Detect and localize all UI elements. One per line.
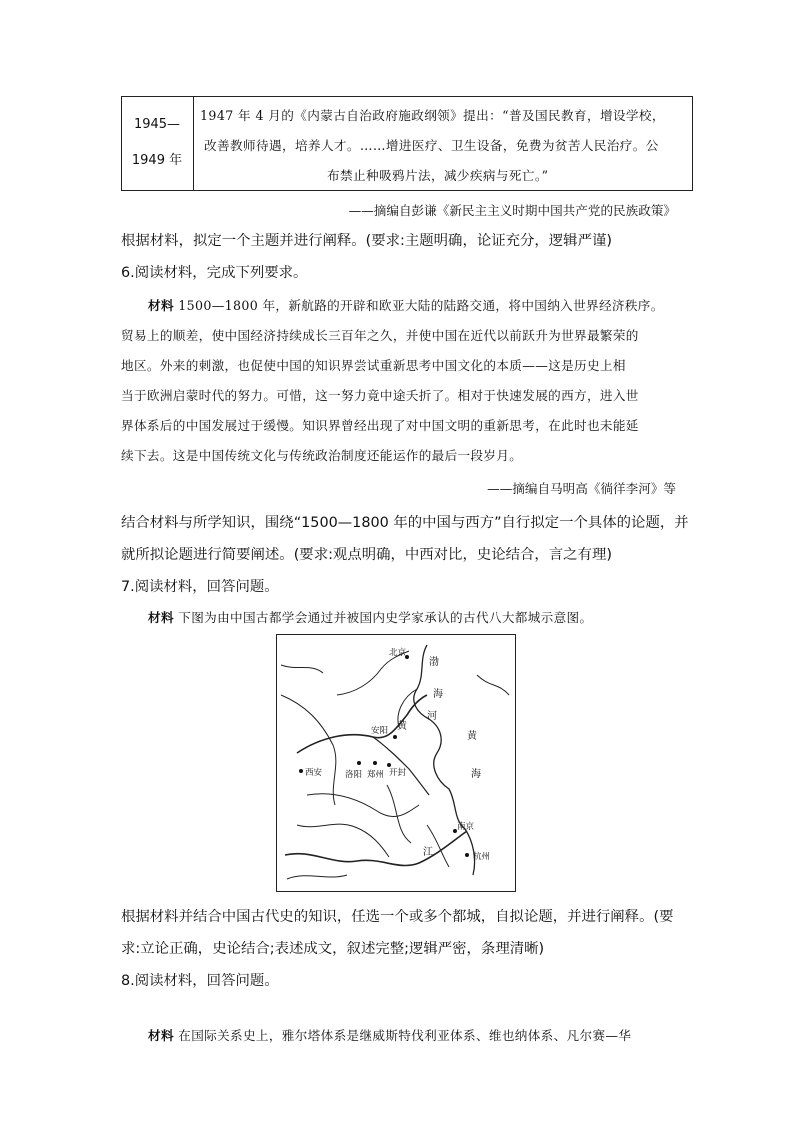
map-label-beijing: 北京 [389,648,407,658]
q6-material-line-1 [148,295,664,314]
task-5-prompt: 根据材料，拟定一个主题并进行阐释。(要求:主题明确，论证充分，逻辑严谨) [121,233,612,249]
q8-material-text: 在国际关系史上，雅尔塔体系是继威斯特伐利亚体系、维也纳体系、凡尔赛—华 [173,1028,632,1043]
table-content-line-1: 1947 年 4 月的《内蒙古自治政府施政纲领》提出：“普及国民教育，增设学校， [200,108,665,123]
map-label-kaifeng: 开封 [389,768,407,778]
map-label-anyang: 安阳 [371,726,389,736]
map-label-zhengzhou: 郑州 [367,770,385,780]
period-cell [122,97,194,190]
q6-material-line-4: 当于欧洲启蒙时代的努力。可惜，这一努力竟中途夭折了。相对于快速发展的西方，进入世 [121,388,639,403]
q6-task-line-2: 就所拟论题进行简要阐述。(要求:观点明确，中西对比，史论结合，言之有理) [121,547,612,563]
q6-material-line-5: 界体系后的中国发展过于缓慢。知识界曾经出现了对中国文明的重新思考，在此时也未能延 [121,418,639,433]
map-label-luoyang: 洛阳 [345,770,363,780]
map-label-he: 河 [427,711,437,722]
table-content-line-3: 布禁止种吸鸦片法，减少疾病与死亡。” [327,168,549,183]
map-drawing [277,635,514,890]
map-label-huanghai-2: 海 [471,769,481,780]
map-label-xian: 西安 [305,768,323,778]
q6-material-line-3: 地区。外来的刺激，也促使中国的知识界尝试重新思考中国文化的本质——这是历史上相 [121,358,626,373]
period-line-1: 1945— [133,117,181,132]
ancient-capitals-map [276,634,516,892]
q7-material-text: 下图为由中国古都学会通过并被国内史学家承认的古代八大都城示意图。 [173,610,593,625]
source-citation-1: ——摘编自彭谦《新民主主义时期中国共产党的民族政策》 [348,203,676,218]
q7-heading: 7.阅读材料，回答问题。 [121,579,279,595]
map-label-huang: 黄 [397,721,407,732]
material-label: 材料 [148,1028,174,1043]
q7-material-line [148,607,592,626]
map-label-bohai: 渤 [429,657,439,668]
map-label-nanjing: 南京 [457,822,475,832]
q6-task-line-1: 结合材料与所学知识，围绕“1500—1800 年的中国与西方”自行拟定一个具体的论题，并 [121,515,689,531]
q8-material-line [148,1025,631,1044]
map-label-huanghai: 黄 [467,731,477,742]
q6-material-line-6: 续下去。这是中国传统文化与传统政治制度还能运作的最后一段岁月。 [121,448,523,463]
material-label: 材料 [148,298,174,313]
q8-heading: 8.阅读材料，回答问题。 [121,973,279,989]
q7-task-line-1: 根据材料并结合中国古代史的知识，任选一个或多个都城，自拟论题，并进行阐释。(要 [121,909,674,925]
map-label-bohai-2: 海 [433,689,443,700]
map-label-jiang: 江 [423,847,433,858]
table-content-line-2: 改善教师待遇，培养人才。……增进医疗、卫生设备，免费为贫苦人民治疗。公 [204,138,659,153]
q6-material-line-2: 贸易上的顺差，使中国经济持续成长三百年之久，并使中国在近代以前跃升为世界最繁荣的 [121,328,639,343]
period-line-2: 1949 年 [131,153,183,168]
q6-line-1-text: 1500—1800 年，新航路的开辟和欧亚大陆的陆路交通，将中国纳入世界经济秩序。 [173,298,664,313]
q6-heading: 6.阅读材料，完成下列要求。 [121,265,308,281]
q6-source: ——摘编自马明高《徜徉李河》等 [487,481,676,496]
material-label: 材料 [148,610,174,625]
policy-table [121,96,693,191]
map-label-hangzhou: 杭州 [473,852,491,862]
q7-task-line-2: 求:立论正确，史论结合;表述成文，叙述完整;逻辑严密，条理清晰) [121,941,545,957]
